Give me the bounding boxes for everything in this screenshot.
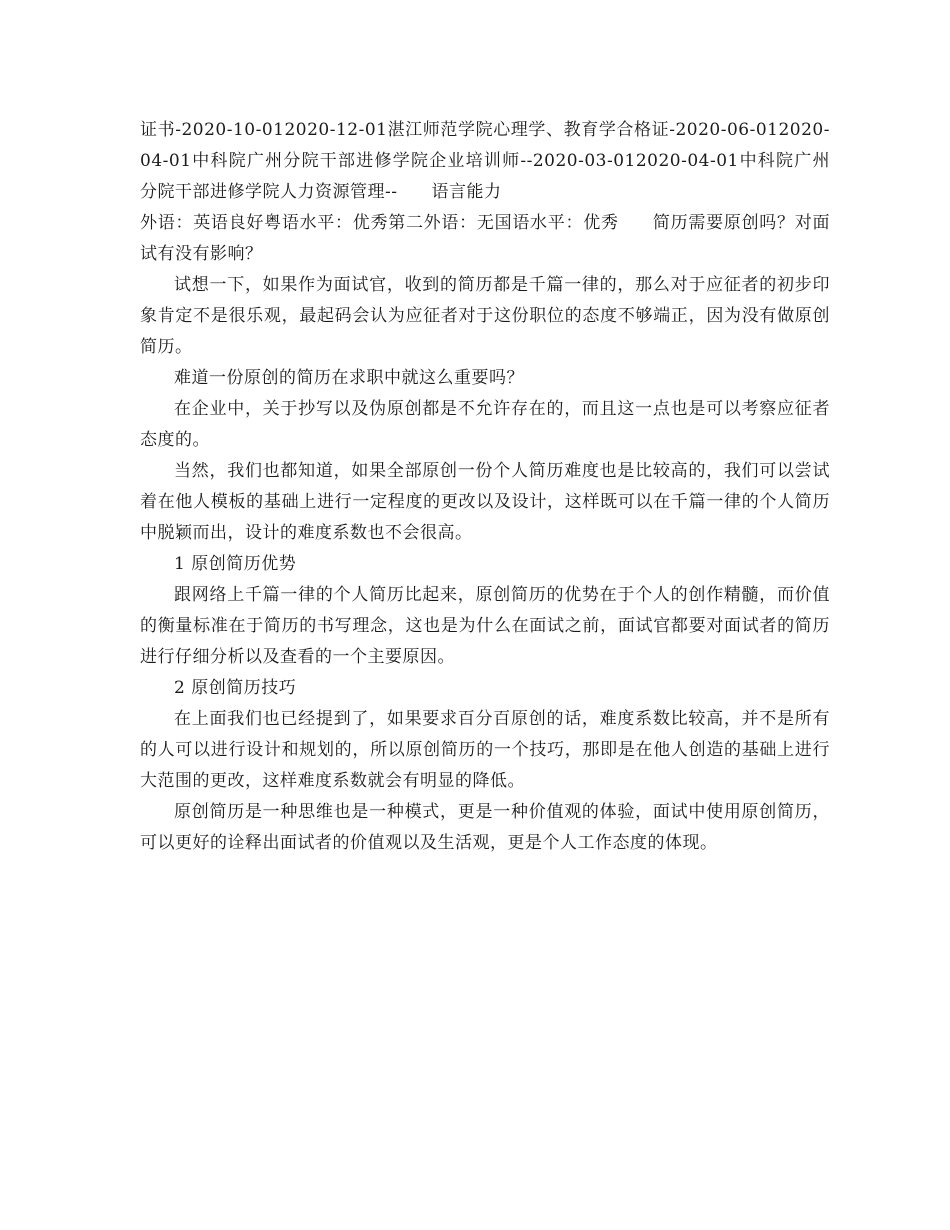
- paragraph: 试想一下，如果作为面试官，收到的简历都是千篇一律的，那么对于应征者的初步印象肯定不是很乐观，最起码会认为应征者对于这份职位的态度不够端正，因为没有做原创简历。: [140, 275, 830, 357]
- language-line: 外语：英语良好粤语水平：优秀第二外语：无国语水平：优秀: [140, 213, 619, 233]
- paragraph: 跟网络上千篇一律的个人简历比起来，原创简历的优势在于个人的创作精髓，而价值的衡量标准在于简历的书写理念，这也是为什么在面试之前，面试官都要对面试者的简历进行仔细分析以及查看的一个主要原因。: [140, 585, 830, 667]
- paragraph: 原创简历是一种思维也是一种模式，更是一种价值观的体验，面试中使用原创简历，可以更好的诠释出面试者的价值观以及生活观，更是个人工作态度的体现。: [140, 802, 830, 853]
- paragraph: 难道一份原创的简历在求职中就这么重要吗？: [174, 368, 524, 388]
- paragraph: 在企业中，关于抄写以及伪原创都是不允许存在的，而且这一点也是可以考察应征者态度的。: [140, 399, 830, 450]
- paragraph: 当然，我们也都知道，如果全部原创一份个人简历难度也是比较高的，我们可以尝试着在他人模板的基础上进行一定程度的更改以及设计，这样既可以在千篇一律的个人简历中脱颖而出，设计的难度系数也不会很高。: [140, 461, 830, 543]
- resume-tail-block: [140, 115, 830, 270]
- question-title: 简历需要原创吗？对面试有没有影响？: [140, 213, 831, 264]
- section-heading: 1 原创简历优势: [174, 554, 297, 574]
- paragraph: 在上面我们也已经提到了，如果要求百分百原创的话，难度系数比较高，并不是所有的人可以进行设计和规划的，所以原创简历的一个技巧，那即是在他人创造的基础上进行大范围的更改，这样难度系数就会有明显的降低。: [140, 709, 830, 791]
- certificate-line: 证书-2020-10-012020-12-01湛江师范学院心理学、教育学合格证-2020-06-012020-04-01中科院广州分院干部进修学院企业培训师--2020-03-012020-04-01中科院广州分院干部进修学院人力资源管理--: [140, 120, 830, 202]
- section-heading: 2 原创简历技巧: [174, 678, 297, 698]
- document-page: [140, 115, 830, 859]
- language-heading: 语言能力: [431, 182, 502, 202]
